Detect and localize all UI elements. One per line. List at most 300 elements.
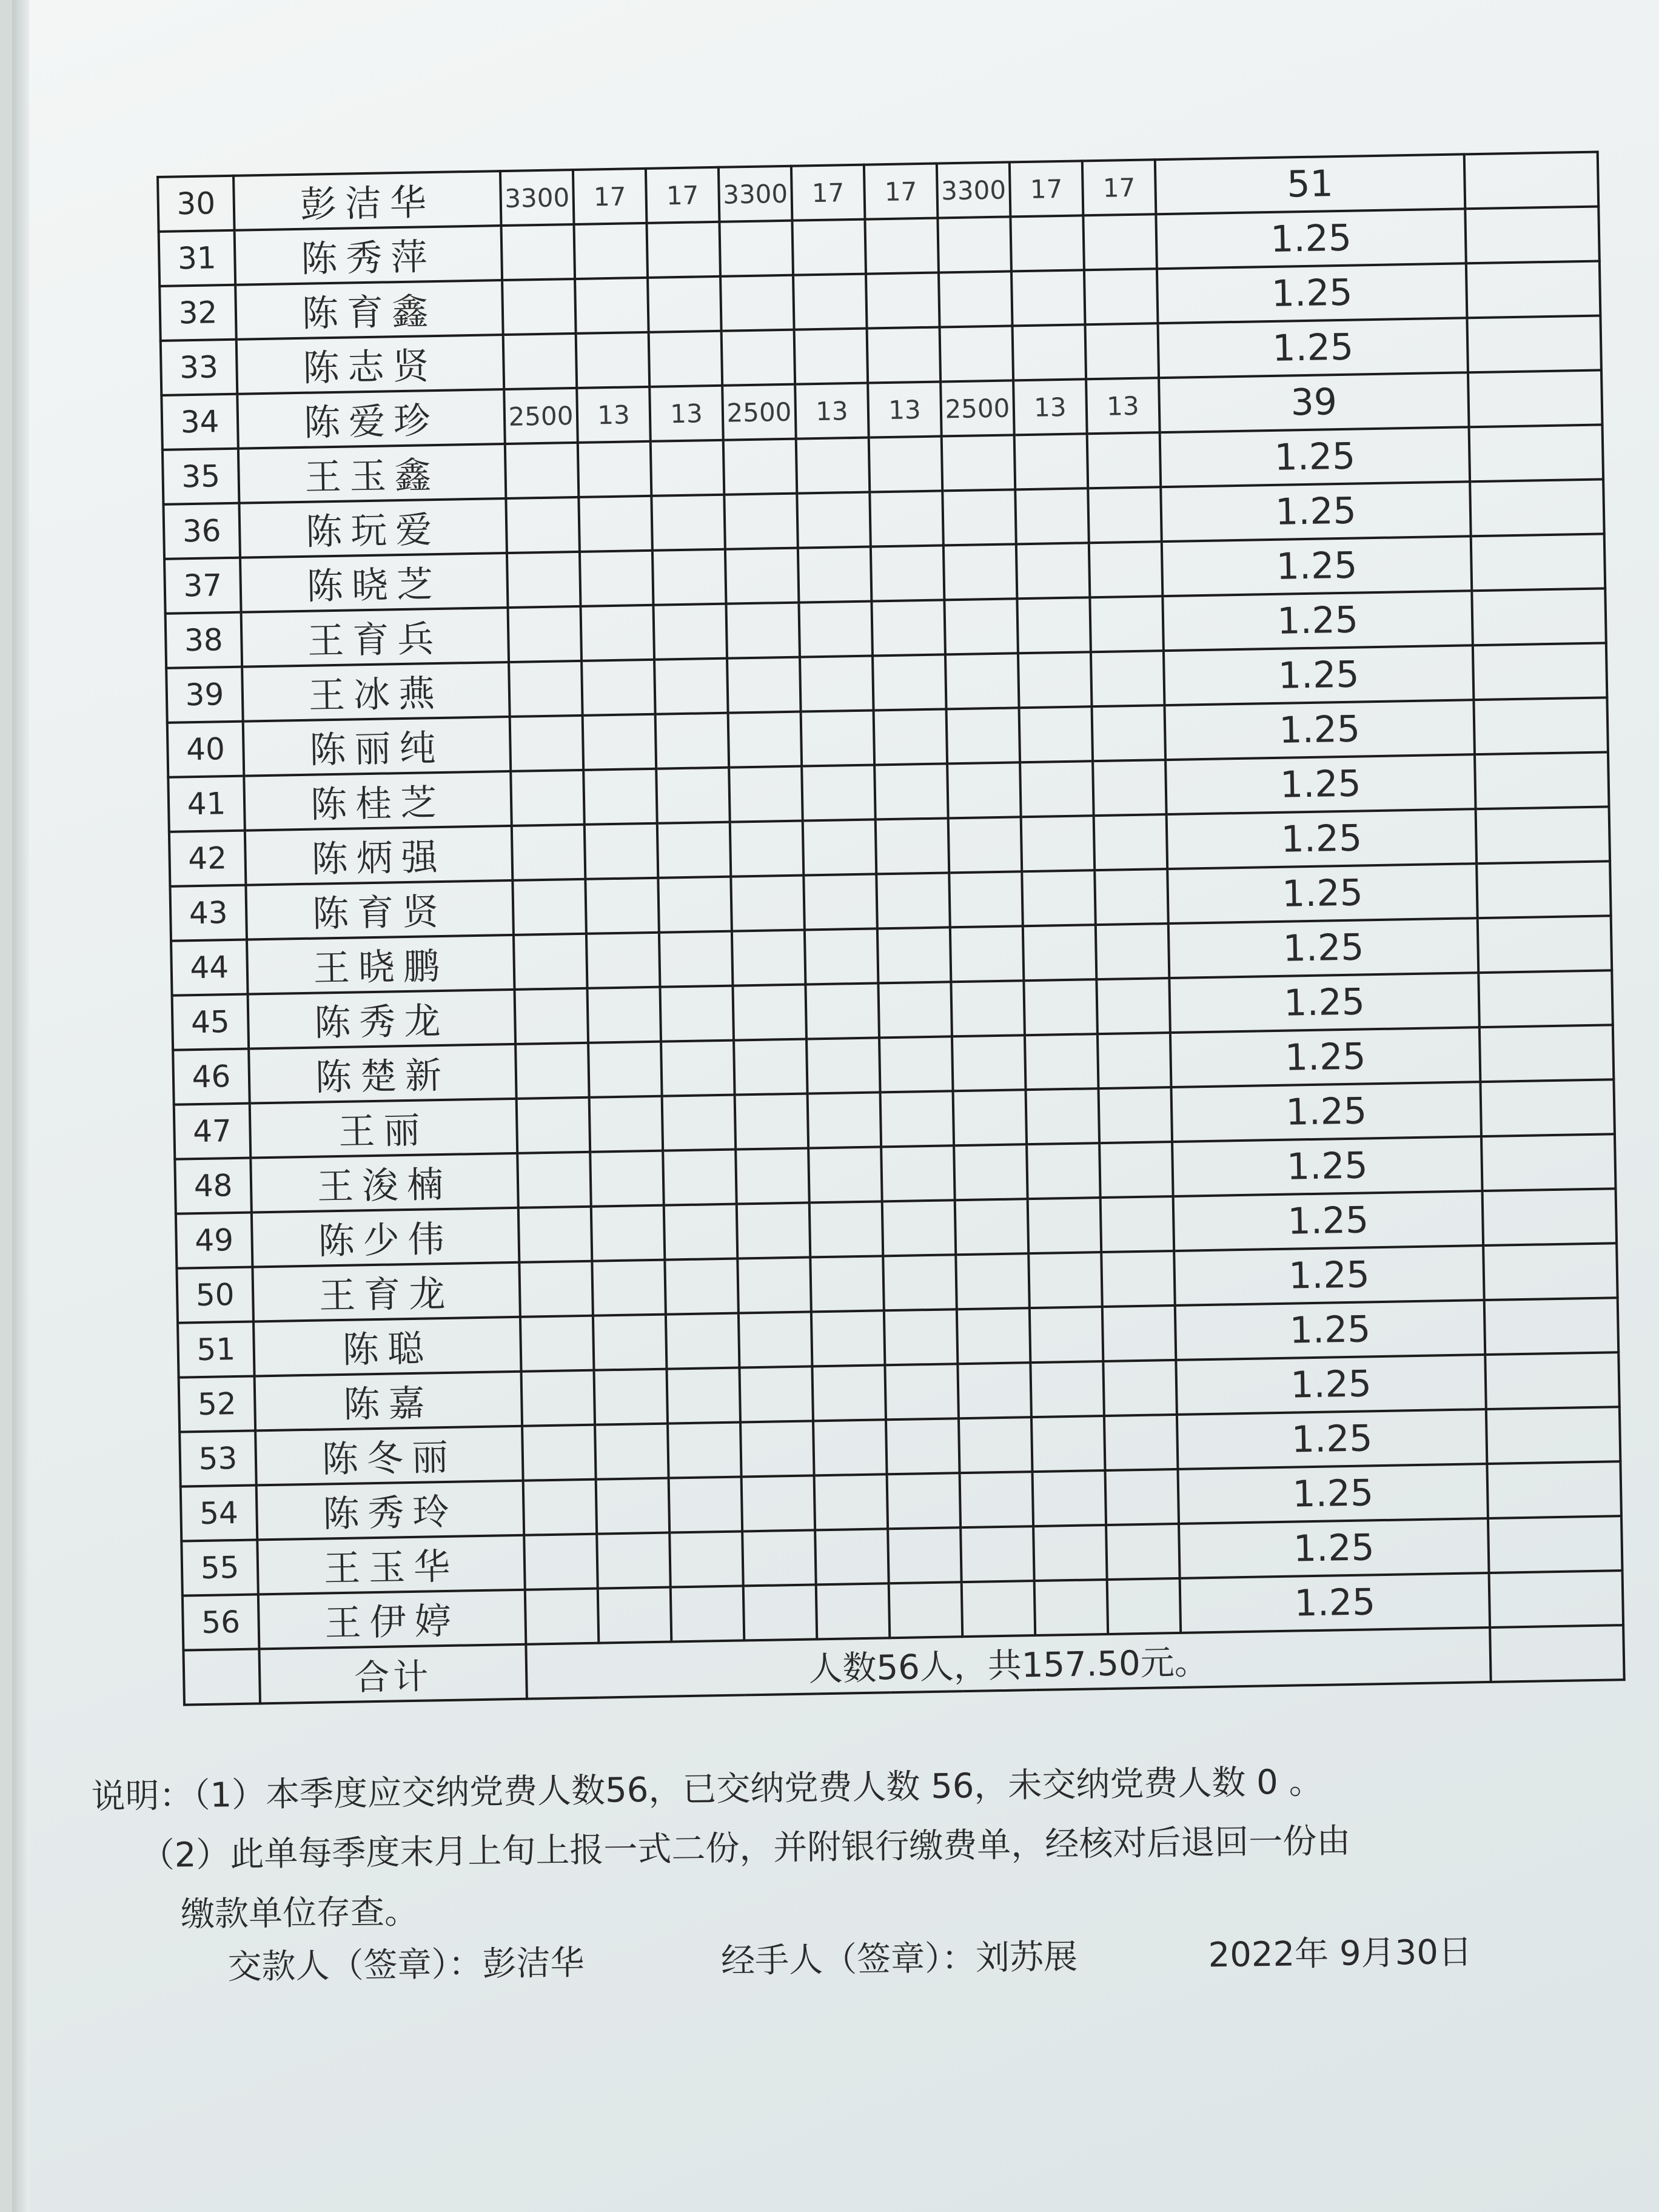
fee-cell bbox=[1089, 541, 1163, 597]
fee-cell bbox=[951, 980, 1025, 1036]
fee-cell: 13 bbox=[1086, 378, 1160, 434]
remark-cell bbox=[1478, 916, 1612, 973]
amount-cell: 1.25 bbox=[1160, 427, 1470, 487]
fee-cell bbox=[1101, 1251, 1175, 1307]
row-number: 38 bbox=[166, 612, 243, 668]
fee-cell bbox=[1021, 816, 1095, 871]
note-line-3: 缴款单位存查。 bbox=[180, 1892, 419, 1935]
row-number: 43 bbox=[170, 885, 247, 941]
fee-cell bbox=[949, 871, 1023, 927]
fee-cell bbox=[1090, 596, 1164, 652]
member-name: 陈桂芝 bbox=[244, 771, 512, 831]
fee-cell bbox=[813, 1419, 887, 1475]
fee-cell bbox=[1031, 1416, 1105, 1472]
fee-cell: 17 bbox=[1010, 161, 1084, 216]
fee-cell bbox=[887, 1473, 961, 1529]
amount-cell: 1.25 bbox=[1164, 700, 1474, 760]
fee-cell bbox=[950, 926, 1024, 982]
fee-cell bbox=[1087, 432, 1161, 488]
fee-cell bbox=[739, 1312, 813, 1367]
fee-cell bbox=[585, 878, 659, 934]
fee-cell bbox=[585, 823, 659, 879]
fee-cell bbox=[793, 274, 867, 330]
fee-cell bbox=[737, 1202, 811, 1258]
member-name: 陈秀玲 bbox=[256, 1481, 525, 1540]
fee-cell bbox=[957, 1308, 1031, 1364]
fee-cell bbox=[1024, 979, 1098, 1035]
fee-cell bbox=[805, 983, 879, 1039]
payer-signature: 交款人（签章）：彭洁华 bbox=[227, 1943, 585, 1987]
fee-cell bbox=[805, 928, 879, 984]
fee-cell bbox=[1099, 1087, 1173, 1143]
remark-cell bbox=[1480, 1025, 1614, 1082]
row-number: 45 bbox=[172, 994, 249, 1050]
remark-cell bbox=[1472, 588, 1606, 645]
handler-signature: 经手人（签章）：刘苏展 bbox=[720, 1937, 1078, 1982]
fee-cell bbox=[1010, 215, 1084, 271]
fee-cell bbox=[1022, 870, 1096, 926]
fee-cell bbox=[731, 876, 805, 931]
fee-cell bbox=[797, 492, 871, 548]
member-name: 陈冬丽 bbox=[255, 1426, 523, 1486]
fee-cell bbox=[796, 438, 870, 494]
fee-cell bbox=[525, 1589, 599, 1644]
member-name: 陈育鑫 bbox=[235, 280, 503, 340]
remark-cell bbox=[1486, 1407, 1621, 1464]
fee-cell bbox=[594, 1369, 668, 1425]
fee-cell bbox=[1107, 1578, 1181, 1634]
member-name: 陈炳强 bbox=[245, 826, 513, 885]
fee-cell: 13 bbox=[795, 383, 869, 439]
remark-cell bbox=[1475, 752, 1609, 809]
fee-cell bbox=[665, 1259, 739, 1315]
fee-cell bbox=[507, 552, 581, 608]
fee-cell bbox=[811, 1310, 885, 1366]
fee-cell bbox=[1011, 270, 1085, 326]
row-number: 31 bbox=[159, 230, 236, 286]
row-number: 48 bbox=[175, 1158, 252, 1214]
remark-cell bbox=[1465, 207, 1600, 264]
fee-cell bbox=[947, 708, 1021, 763]
row-number: 36 bbox=[163, 503, 240, 559]
row-number: 51 bbox=[178, 1321, 255, 1377]
fee-cell bbox=[519, 1261, 593, 1317]
fee-cell bbox=[962, 1581, 1036, 1637]
fee-cell bbox=[816, 1583, 890, 1639]
fee-cell bbox=[719, 221, 793, 276]
row-number: 54 bbox=[181, 1485, 258, 1541]
fee-cell bbox=[593, 1315, 667, 1370]
fee-cell: 2500 bbox=[722, 384, 796, 440]
row-number: 53 bbox=[179, 1430, 256, 1486]
member-name: 王晓鹏 bbox=[247, 935, 515, 994]
fee-cell bbox=[884, 1309, 958, 1365]
amount-cell: 1.25 bbox=[1168, 918, 1478, 978]
fee-cell bbox=[736, 1148, 809, 1204]
fee-cell bbox=[871, 600, 945, 655]
fee-cell bbox=[596, 1478, 670, 1534]
fee-cell bbox=[509, 661, 583, 717]
fee-cell bbox=[662, 1095, 736, 1151]
fee-cell bbox=[1015, 488, 1089, 544]
row-number: 52 bbox=[179, 1376, 256, 1432]
fee-cell bbox=[1017, 597, 1091, 653]
fee-cell bbox=[591, 1205, 665, 1261]
fee-cell bbox=[511, 770, 585, 826]
fee-cell bbox=[883, 1255, 957, 1310]
fee-cell bbox=[1019, 706, 1093, 762]
amount-cell: 1.25 bbox=[1169, 973, 1479, 1033]
remark-cell bbox=[1469, 424, 1604, 481]
fee-cell: 13 bbox=[868, 381, 942, 437]
row-number: 40 bbox=[167, 722, 244, 777]
remark-cell bbox=[1470, 479, 1604, 536]
fee-cell bbox=[952, 1035, 1026, 1091]
fee-cell bbox=[663, 1150, 737, 1205]
amount-cell: 1.25 bbox=[1180, 1573, 1490, 1633]
fee-cell bbox=[874, 763, 948, 819]
fee-cell bbox=[960, 1526, 1034, 1582]
remark-cell bbox=[1467, 315, 1601, 372]
fee-cell bbox=[512, 825, 586, 880]
fee-cell bbox=[574, 223, 648, 279]
fee-cell bbox=[515, 1043, 589, 1099]
fee-cell: 17 bbox=[864, 164, 938, 220]
member-name: 陈秀龙 bbox=[248, 990, 516, 1049]
amount-cell: 1.25 bbox=[1164, 645, 1473, 705]
remark-cell bbox=[1484, 1298, 1619, 1355]
fee-cell bbox=[732, 985, 806, 1041]
row-number: 30 bbox=[158, 176, 235, 232]
fee-cell bbox=[1014, 434, 1088, 489]
amount-cell: 1.25 bbox=[1170, 1027, 1480, 1087]
fee-cell bbox=[814, 1474, 888, 1530]
fee-cell bbox=[1096, 978, 1170, 1034]
fee-cell bbox=[1016, 543, 1090, 598]
fee-cell bbox=[514, 934, 588, 990]
fee-cell bbox=[867, 327, 941, 383]
fee-cell: 2500 bbox=[940, 380, 1014, 436]
fee-cell bbox=[1025, 1034, 1099, 1090]
fee-cell bbox=[720, 275, 794, 331]
fee-cell bbox=[649, 331, 723, 387]
member-name: 王玉鑫 bbox=[238, 444, 506, 503]
fee-cell bbox=[944, 598, 1018, 654]
fee-cell bbox=[742, 1530, 816, 1586]
fee-cell bbox=[1104, 1415, 1178, 1470]
fee-cell bbox=[945, 653, 1019, 709]
fee-cell bbox=[1105, 1469, 1179, 1525]
fee-cell bbox=[1093, 760, 1167, 816]
amount-cell: 1.25 bbox=[1162, 591, 1472, 651]
member-name: 陈少伟 bbox=[252, 1208, 520, 1267]
fee-cell bbox=[725, 548, 799, 604]
fee-cell bbox=[939, 271, 1013, 327]
fee-cell bbox=[798, 547, 872, 603]
member-name: 王冰燕 bbox=[242, 662, 510, 722]
fee-cell bbox=[873, 654, 947, 710]
fee-cell: 3300 bbox=[937, 162, 1011, 218]
fee-cell bbox=[592, 1260, 666, 1316]
fee-cell bbox=[1083, 214, 1157, 270]
fee-cell bbox=[523, 1480, 597, 1535]
total-remark-cell bbox=[1490, 1625, 1624, 1682]
remark-cell bbox=[1476, 861, 1611, 918]
fee-cell bbox=[502, 279, 576, 335]
fee-cell bbox=[878, 982, 952, 1037]
row-number: 46 bbox=[173, 1049, 250, 1105]
fee-cell bbox=[1026, 1088, 1100, 1144]
fee-cell: 17 bbox=[1082, 159, 1156, 215]
fee-cell bbox=[580, 605, 654, 661]
fee-cell bbox=[730, 821, 804, 877]
fee-cell bbox=[583, 769, 657, 825]
fee-cell bbox=[580, 551, 654, 606]
fee-cell bbox=[1030, 1361, 1104, 1417]
fee-cell bbox=[1034, 1580, 1108, 1635]
fee-cell bbox=[1103, 1360, 1177, 1416]
fee-cell bbox=[589, 1096, 663, 1152]
fee-cell bbox=[575, 278, 649, 333]
fee-cell bbox=[669, 1476, 743, 1532]
fee-cell bbox=[809, 1201, 883, 1257]
fee-cell bbox=[1018, 652, 1092, 708]
amount-cell: 1.25 bbox=[1156, 209, 1466, 269]
fee-cell bbox=[651, 495, 725, 551]
total-summary: 人数56人，共157.50元。 bbox=[526, 1627, 1490, 1699]
fee-cell bbox=[660, 986, 734, 1042]
member-name: 王丽 bbox=[250, 1099, 518, 1158]
note-line-1: 说明：（1）本季度应交纳党费人数56，已交纳党费人数 56，未交纳党费人数 0 。 bbox=[91, 1762, 1324, 1817]
amount-cell: 1.25 bbox=[1167, 809, 1476, 869]
row-number: 37 bbox=[164, 558, 241, 614]
fee-cell bbox=[881, 1145, 955, 1201]
amount-cell: 1.25 bbox=[1161, 481, 1470, 541]
remark-cell bbox=[1483, 1243, 1618, 1300]
notes-section bbox=[91, 1749, 1621, 1946]
fee-cell: 2500 bbox=[504, 388, 578, 444]
fee-cell bbox=[653, 604, 727, 660]
fee-cell bbox=[742, 1475, 816, 1531]
fee-cell bbox=[803, 874, 877, 930]
fee-cell bbox=[661, 1041, 735, 1096]
fee-cell bbox=[517, 1098, 591, 1153]
fee-cell bbox=[955, 1199, 1029, 1255]
fee-cell bbox=[806, 1037, 880, 1093]
fee-cell bbox=[953, 1090, 1027, 1145]
fee-cell bbox=[1013, 324, 1087, 380]
fee-cell bbox=[1020, 761, 1094, 817]
amount-cell: 1.25 bbox=[1171, 1082, 1481, 1142]
fee-cell bbox=[956, 1253, 1030, 1309]
fee-cell: 13 bbox=[577, 387, 651, 443]
row-number: 33 bbox=[161, 340, 238, 395]
remark-cell bbox=[1464, 152, 1599, 209]
fee-cell bbox=[578, 496, 652, 552]
party-fee-ledger bbox=[156, 151, 1624, 1771]
member-name: 王育兵 bbox=[241, 608, 509, 667]
fee-cell bbox=[666, 1313, 740, 1369]
fee-cell bbox=[728, 712, 802, 768]
fee-cell bbox=[879, 1036, 953, 1092]
fee-cell bbox=[869, 436, 943, 492]
fee-cell bbox=[957, 1362, 1031, 1418]
fee-cell bbox=[590, 1151, 664, 1207]
member-name: 彭洁华 bbox=[233, 171, 501, 230]
fee-cell bbox=[801, 710, 875, 766]
fee-cell bbox=[1096, 923, 1170, 979]
fee-cell bbox=[739, 1366, 813, 1422]
row-number: 49 bbox=[176, 1213, 253, 1269]
fee-cell bbox=[508, 606, 582, 662]
remark-cell bbox=[1473, 643, 1607, 700]
remark-cell bbox=[1483, 1188, 1617, 1245]
fee-cell bbox=[506, 497, 580, 553]
row-number: 56 bbox=[183, 1594, 260, 1650]
fee-cell bbox=[598, 1587, 672, 1643]
fee-cell bbox=[503, 333, 577, 389]
fee-cell bbox=[722, 330, 796, 386]
fee-cell bbox=[948, 817, 1022, 873]
fee-cell bbox=[522, 1425, 596, 1481]
fee-cell bbox=[1098, 1033, 1171, 1088]
fee-cell bbox=[1102, 1305, 1176, 1361]
total-label: 合计 bbox=[259, 1644, 527, 1704]
amount-cell: 1.25 bbox=[1173, 1191, 1483, 1251]
fee-cell bbox=[515, 988, 589, 1044]
member-name: 陈丽纯 bbox=[243, 717, 511, 776]
fee-cell bbox=[505, 443, 579, 498]
row-number: 34 bbox=[161, 394, 238, 450]
fee-cell bbox=[959, 1417, 1033, 1473]
fee-cell bbox=[520, 1316, 594, 1372]
fee-cell bbox=[1085, 323, 1159, 379]
fee-cell bbox=[815, 1529, 889, 1584]
fee-cell bbox=[871, 545, 945, 601]
fee-cell bbox=[803, 819, 877, 875]
fee-cell bbox=[664, 1204, 738, 1260]
fee-cell bbox=[578, 441, 652, 497]
note-line-2: （2）此单每季度末月上旬上报一式二份，并附银行缴费单，经核对后退回一份由 bbox=[140, 1821, 1351, 1876]
fee-cell bbox=[655, 713, 729, 769]
fee-cell bbox=[723, 439, 797, 495]
remark-cell bbox=[1466, 261, 1601, 318]
fee-cell: 13 bbox=[649, 386, 723, 441]
member-name: 陈晓芝 bbox=[240, 553, 508, 612]
fee-cell bbox=[1101, 1196, 1175, 1252]
fee-cell bbox=[940, 326, 1014, 381]
fee-cell bbox=[1092, 705, 1166, 761]
amount-cell: 1.25 bbox=[1178, 1464, 1487, 1524]
total-no-cell bbox=[183, 1649, 260, 1704]
remark-cell bbox=[1489, 1570, 1624, 1627]
fee-cell bbox=[521, 1370, 595, 1426]
fee-cell bbox=[671, 1586, 745, 1641]
fee-cell bbox=[595, 1424, 669, 1480]
fee-cell bbox=[651, 440, 725, 496]
member-name: 王伊婷 bbox=[258, 1590, 526, 1649]
fee-cell bbox=[1094, 869, 1168, 925]
fee-cell bbox=[812, 1365, 886, 1421]
amount-cell: 1.25 bbox=[1176, 1355, 1486, 1415]
fee-cell bbox=[874, 709, 948, 765]
remark-cell bbox=[1488, 1516, 1623, 1573]
amount-cell: 1.25 bbox=[1157, 263, 1467, 323]
fee-cell bbox=[880, 1091, 954, 1147]
fee-cell bbox=[734, 1039, 808, 1095]
fee-cell bbox=[735, 1093, 809, 1149]
fee-cell bbox=[942, 435, 1016, 491]
row-number: 44 bbox=[171, 940, 248, 996]
fee-cell bbox=[870, 491, 943, 546]
fee-cell bbox=[808, 1147, 882, 1202]
remark-cell bbox=[1476, 806, 1610, 863]
fee-cell bbox=[1030, 1307, 1104, 1362]
amount-cell: 39 bbox=[1159, 372, 1469, 432]
fee-cell bbox=[1028, 1252, 1102, 1308]
fee-cell bbox=[877, 927, 951, 983]
fee-cell bbox=[1023, 925, 1097, 980]
fee-cell bbox=[518, 1207, 592, 1262]
fee-cell bbox=[729, 766, 803, 822]
fee-cell bbox=[954, 1144, 1028, 1200]
fee-cell bbox=[886, 1418, 960, 1474]
fee-cell bbox=[669, 1531, 743, 1587]
member-name: 陈爱珍 bbox=[237, 389, 505, 449]
member-name: 陈楚新 bbox=[249, 1044, 517, 1104]
remark-cell bbox=[1473, 697, 1608, 754]
fee-cell: 3300 bbox=[719, 166, 793, 222]
row-number: 50 bbox=[176, 1267, 253, 1323]
fee-cell bbox=[597, 1533, 671, 1589]
fee-cell bbox=[648, 276, 722, 332]
fee-cell bbox=[581, 660, 655, 716]
fee-cell bbox=[885, 1364, 959, 1419]
member-name: 陈玩爱 bbox=[239, 498, 507, 558]
member-name: 陈嘉 bbox=[255, 1372, 523, 1431]
fee-cell bbox=[947, 762, 1021, 818]
remark-cell bbox=[1471, 534, 1606, 591]
fee-cell bbox=[1106, 1524, 1180, 1580]
fee-cell bbox=[866, 273, 940, 329]
fee-cell bbox=[657, 822, 731, 878]
fee-cell bbox=[1033, 1525, 1107, 1581]
ledger-table bbox=[156, 150, 1626, 1706]
fee-cell bbox=[876, 873, 950, 928]
row-number: 42 bbox=[169, 831, 246, 886]
member-name: 陈育贤 bbox=[246, 880, 514, 940]
fee-cell bbox=[510, 716, 584, 771]
amount-cell: 1.25 bbox=[1175, 1300, 1485, 1360]
member-name: 陈秀萍 bbox=[235, 226, 503, 285]
member-name: 陈志贤 bbox=[236, 335, 504, 394]
fee-cell bbox=[724, 494, 798, 549]
fee-cell bbox=[512, 879, 586, 935]
fee-cell bbox=[888, 1527, 962, 1583]
fee-cell bbox=[654, 659, 728, 714]
fee-cell bbox=[576, 332, 650, 388]
fee-cell bbox=[1033, 1470, 1107, 1526]
fee-cell bbox=[656, 768, 730, 823]
amount-cell: 1.25 bbox=[1167, 863, 1477, 923]
row-number: 35 bbox=[163, 449, 240, 504]
fee-cell bbox=[1094, 814, 1168, 870]
amount-cell: 1.25 bbox=[1179, 1518, 1489, 1578]
amount-cell: 1.25 bbox=[1158, 318, 1467, 378]
amount-cell: 1.25 bbox=[1162, 536, 1472, 596]
fee-cell bbox=[740, 1421, 814, 1476]
fee-cell bbox=[727, 657, 801, 713]
